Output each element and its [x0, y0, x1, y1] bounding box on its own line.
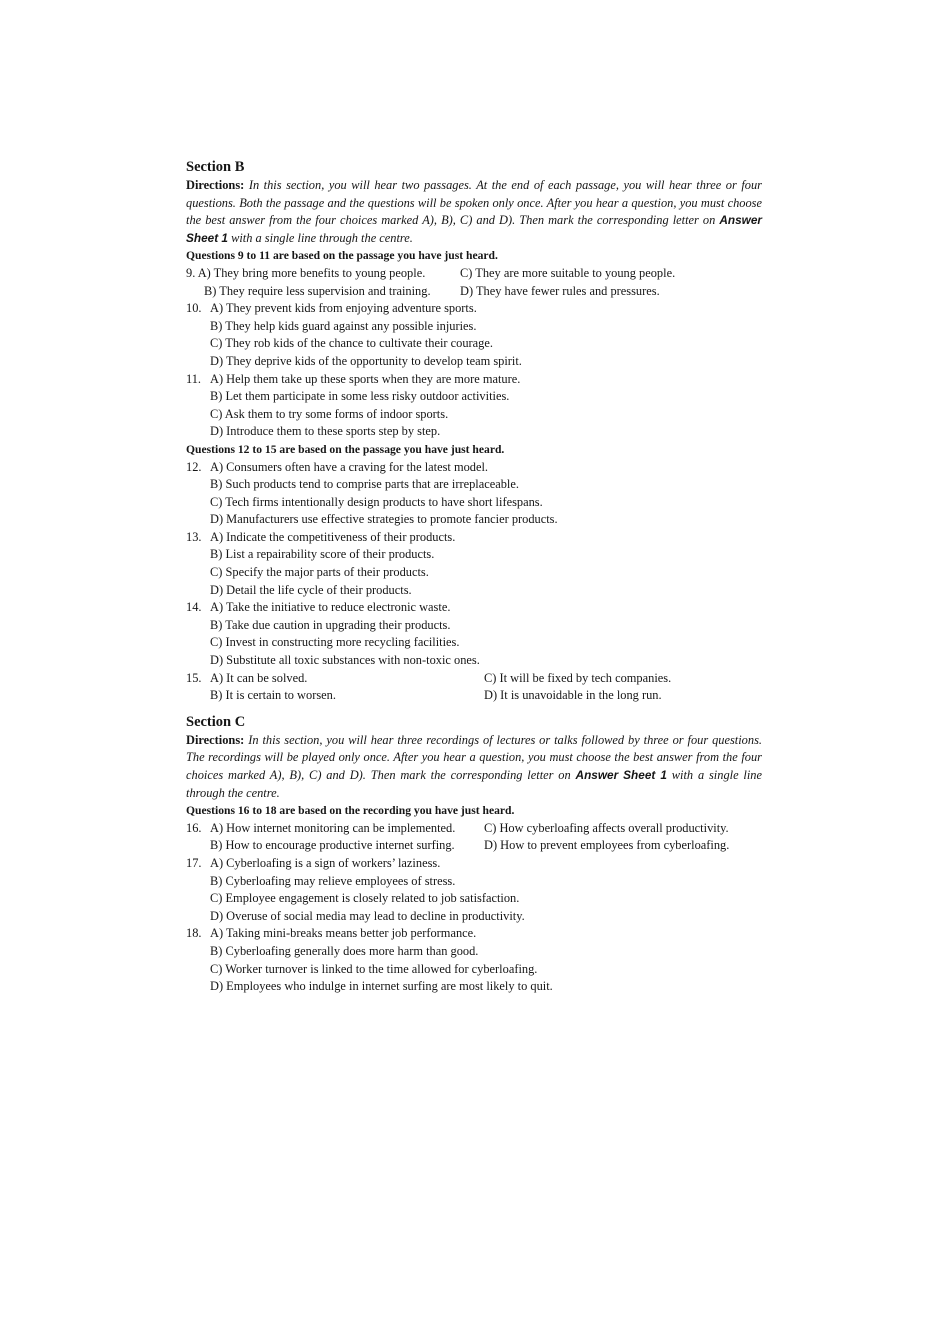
option-b: B) List a repairability score of their products.	[210, 547, 435, 562]
question-number: 11.	[186, 371, 202, 386]
option-b: B) Cyberloafing generally does more harm than good.	[210, 943, 479, 958]
option-c: C) Worker turnover is linked to the time allowed for cyberloafing.	[210, 961, 538, 976]
option-d: D) Employees who indulge in internet surfing are most likely to quit.	[210, 979, 553, 994]
option-b: B) It is certain to worsen.	[210, 688, 336, 703]
option-a: 9. A) They bring more benefits to young people.	[186, 265, 426, 280]
option-b: B) Such products tend to comprise parts that are irreplaceable.	[210, 477, 519, 492]
option-d: D) Detail the life cycle of their products.	[210, 582, 412, 597]
option-b: B) Take due caution in upgrading their products.	[210, 617, 451, 632]
directions-text-end: with a single line through the centre.	[227, 230, 413, 245]
question-15	[186, 670, 762, 705]
section-b-title: Section B	[186, 159, 245, 175]
option-b: B) They require less supervision and training.	[204, 283, 431, 298]
option-d: D) Substitute all toxic substances with non-toxic ones.	[210, 653, 480, 668]
question-number: 9.	[186, 265, 196, 280]
option-c: C) Invest in constructing more recycling facilities.	[210, 635, 460, 650]
option-c: C) It will be fixed by tech companies.	[484, 670, 672, 685]
option-c: C) Specify the major parts of their products.	[210, 565, 429, 580]
option-d: D) Introduce them to these sports step by step.	[210, 424, 441, 439]
option-a: A) Indicate the competitiveness of their products.	[210, 529, 456, 544]
section-c-title: Section C	[186, 713, 246, 730]
option-b: B) How to encourage productive internet surfing.	[210, 838, 455, 853]
option-b: B) Cyberloafing may relieve employees of stress.	[210, 873, 456, 888]
directions-text: In this section, you will hear three recordings of lectures or talks followed by three or four questions. The recordings will be played only once. After you hear a question, you must choose the best answer from the four choices marked A), B), C) and D). Then mark the corresponding letter on	[186, 732, 762, 782]
option-a: A) How internet monitoring can be implemented.	[210, 820, 456, 835]
answer-sheet-reference: Answer Sheet 1	[575, 768, 667, 782]
option-b: B) They help kids guard against any possible injuries.	[210, 318, 477, 333]
question-number: 13.	[186, 529, 202, 544]
option-a: A) Consumers often have a craving for the latest model.	[210, 459, 489, 474]
option-a: A) Taking mini-breaks means better job performance.	[210, 926, 477, 941]
question-11	[186, 371, 762, 441]
option-d: D) How to prevent employees from cyberloafing.	[484, 838, 730, 853]
page-content	[186, 158, 762, 996]
question-number: 12.	[186, 459, 202, 474]
directions-text: In this section, you will hear two passages. At the end of each passage, you will hear three or four questions. Both the passage and the questions will be spoken only once. After you hear a question, you must choose the best answer from the four choices marked A), B), C) and D). Then mark the corresponding letter on	[186, 178, 762, 228]
option-b: B) Let them participate in some less risky outdoor activities.	[210, 389, 510, 404]
option-c: C) They are more suitable to young people.	[460, 265, 676, 280]
option-c: C) Tech firms intentionally design products to have short lifespans.	[210, 494, 543, 509]
question-number: 18.	[186, 926, 202, 941]
question-16	[186, 820, 762, 855]
question-number: 10.	[186, 301, 202, 316]
question-number: 17.	[186, 855, 202, 870]
option-c: C) How cyberloafing affects overall productivity.	[484, 820, 729, 835]
option-a: A) They prevent kids from enjoying adventure sports.	[210, 301, 477, 316]
section-c-directions	[186, 732, 762, 802]
question-13	[186, 529, 762, 599]
question-17	[186, 855, 762, 925]
option-c: C) Ask them to try some forms of indoor sports.	[210, 406, 449, 421]
option-d: D) It is unavoidable in the long run.	[484, 688, 662, 703]
question-number: 15.	[186, 670, 202, 685]
option-d: D) They deprive kids of the opportunity to develop team spirit.	[210, 353, 522, 368]
answer-sheet-reference: Answer Sheet 1	[186, 213, 762, 245]
question-group-heading: Questions 16 to 18 are based on the recording you have just heard.	[186, 804, 515, 818]
option-c: C) Employee engagement is closely related to job satisfaction.	[210, 891, 520, 906]
option-c: C) They rob kids of the chance to cultivate their courage.	[210, 336, 493, 351]
question-group-heading: Questions 9 to 11 are based on the passage you have just heard.	[186, 249, 498, 263]
question-18	[186, 925, 762, 995]
question-9	[186, 265, 762, 300]
question-number: 16.	[186, 820, 202, 835]
option-a: A) Cyberloafing is a sign of workers’ laziness.	[210, 855, 441, 870]
question-10	[186, 300, 762, 370]
question-14	[186, 599, 762, 669]
option-a: A) Help them take up these sports when they are more mature.	[210, 371, 521, 386]
section-b-directions	[186, 177, 762, 247]
option-a: A) It can be solved.	[210, 670, 308, 685]
option-d: D) Manufacturers use effective strategies to promote fancier products.	[210, 512, 558, 527]
directions-text-end: with a single line through the centre.	[186, 768, 763, 800]
question-group-heading: Questions 12 to 15 are based on the passage you have just heard.	[186, 442, 505, 456]
option-a: A) Take the initiative to reduce electronic waste.	[210, 600, 451, 615]
question-12	[186, 459, 762, 529]
option-d: D) Overuse of social media may lead to decline in productivity.	[210, 908, 525, 923]
directions-label: Directions:	[186, 732, 245, 747]
directions-label: Directions:	[186, 178, 245, 192]
option-d: D) They have fewer rules and pressures.	[460, 283, 660, 298]
question-number: 14.	[186, 600, 202, 615]
